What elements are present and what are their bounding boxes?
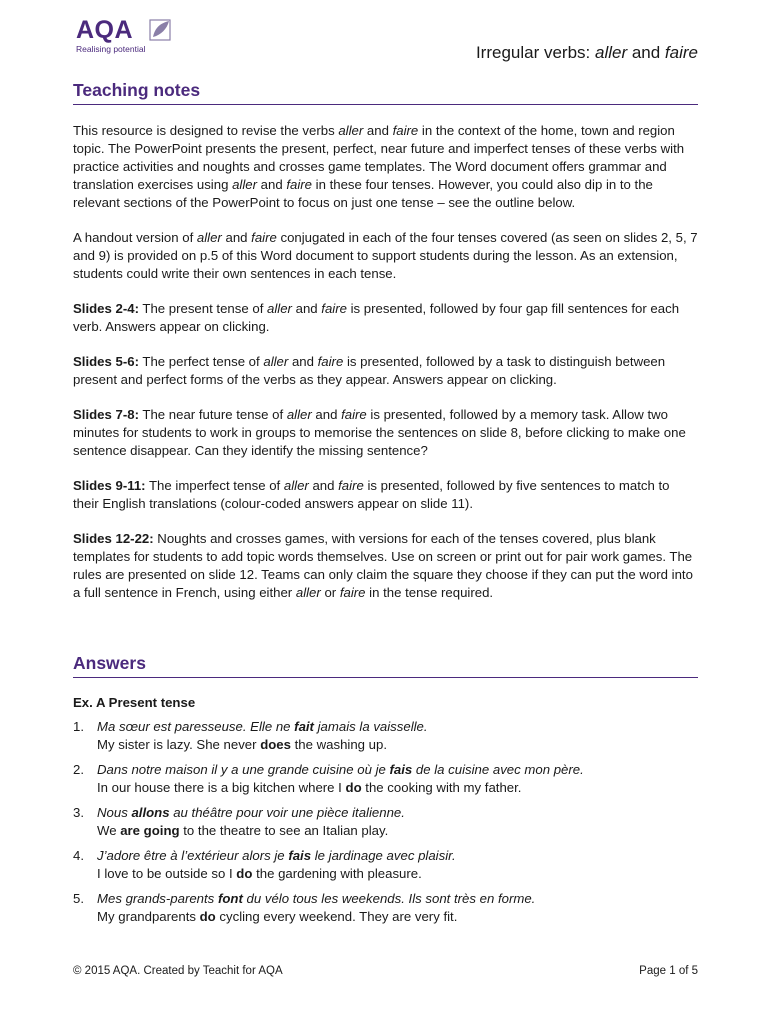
teaching-notes-body	[73, 122, 698, 619]
footer-page-number: Page 1 of 5	[639, 965, 698, 977]
answer-number: 5.	[73, 891, 84, 906]
answer-list	[73, 718, 698, 933]
answer-number: 4.	[73, 848, 84, 863]
title-prefix: Irregular verbs:	[475, 43, 595, 62]
paragraph-slides-7-8: Slides 7-8: The near future tense of aller and faire is presented, followed by a memory task. Allow two minutes for students to work in groups to memorise the sentences on slide 8, before clicking to make one sentence disappear. Can they identify the missing sentence?	[73, 407, 686, 458]
english-sentence: In our house there is a big kitchen where I do the cooking with my father.	[97, 780, 522, 795]
paragraph-slides-5-6: Slides 5-6: The perfect tense of aller and faire is presented, followed by a task to distinguish between present and perfect forms of the verbs as they appear. Answers appear on clicking.	[73, 354, 666, 387]
answers-heading: Answers	[73, 653, 698, 678]
title-verb-aller: aller	[594, 43, 628, 62]
english-sentence: My grandparents do cycling every weekend. They are very fit.	[97, 909, 458, 924]
paragraph-slides-12-22: Slides 12-22: Noughts and crosses games, with versions for each of the tenses covered, plus blank templates for students to add topic words themselves. Use on screen or print out for pair work games. The rules are presented on slide 12. Teams can only claim the square they choose if they can put the word into a full sentence in French, using either aller or faire in the tense required.	[73, 531, 693, 600]
answer-item	[73, 804, 698, 840]
answer-item	[73, 761, 698, 797]
english-sentence: We are going to the theatre to see an Italian play.	[97, 823, 389, 838]
title-verb-faire: faire	[664, 43, 698, 62]
answer-item	[73, 847, 698, 883]
french-sentence: Dans notre maison il y a une grande cuisine où je fais de la cuisine avec mon père.	[97, 762, 584, 777]
paragraph-intro: This resource is designed to revise the verbs aller and faire in the context of the home, town and region topic. The PowerPoint presents the present, perfect, near future and imperfect tenses of these verbs with practice activities and noughts and crosses game templates. The Word document offers grammar and translation exercises using aller and faire in these four tenses. However, you could also dip in to the relevant sections of the PowerPoint to focus on just one tense – see the outline below.	[73, 123, 685, 210]
title-and: and	[627, 43, 665, 62]
exercise-title: Ex. A Present tense	[73, 695, 196, 710]
footer-copyright: © 2015 AQA. Created by Teachit for AQA	[73, 965, 283, 977]
french-sentence: Mes grands-parents font du vélo tous les weekends. Ils sont très en forme.	[97, 891, 536, 906]
english-sentence: My sister is lazy. She never does the washing up.	[97, 737, 388, 752]
english-sentence: I love to be outside so I do the gardening with pleasure.	[97, 866, 422, 881]
french-sentence: Ma sœur est paresseuse. Elle ne fait jamais la vaisselle.	[97, 719, 428, 734]
answer-item	[73, 718, 698, 754]
document-title	[476, 43, 698, 63]
logo-leaf-icon	[149, 19, 171, 41]
french-sentence: Nous allons au théâtre pour voir une pièce italienne.	[97, 805, 405, 820]
paragraph-slides-9-11: Slides 9-11: The imperfect tense of aller and faire is presented, followed by five sentences to match to their English translations (colour-coded answers appear on slide 11).	[73, 478, 670, 511]
teaching-notes-heading: Teaching notes	[73, 80, 698, 105]
answer-number: 3.	[73, 805, 84, 820]
french-sentence: J’adore être à l’extérieur alors je fais le jardinage avec plaisir.	[97, 848, 456, 863]
paragraph-handout: A handout version of aller and faire conjugated in each of the four tenses covered (as seen on slides 2, 5, 7 and 9) is provided on p.5 of this Word document to support students during the lesson. As an extension, students could write their own sentences in each tense.	[73, 230, 698, 281]
answer-item	[73, 890, 698, 926]
paragraph-slides-2-4: Slides 2-4: The present tense of aller and faire is presented, followed by four gap fill sentences for each verb. Answers appear on clicking.	[73, 301, 680, 334]
answer-number: 1.	[73, 719, 84, 734]
aqa-logo	[76, 17, 176, 65]
logo-text: AQA	[76, 16, 134, 44]
logo-tagline: Realising potential	[76, 44, 146, 54]
answer-number: 2.	[73, 762, 84, 777]
